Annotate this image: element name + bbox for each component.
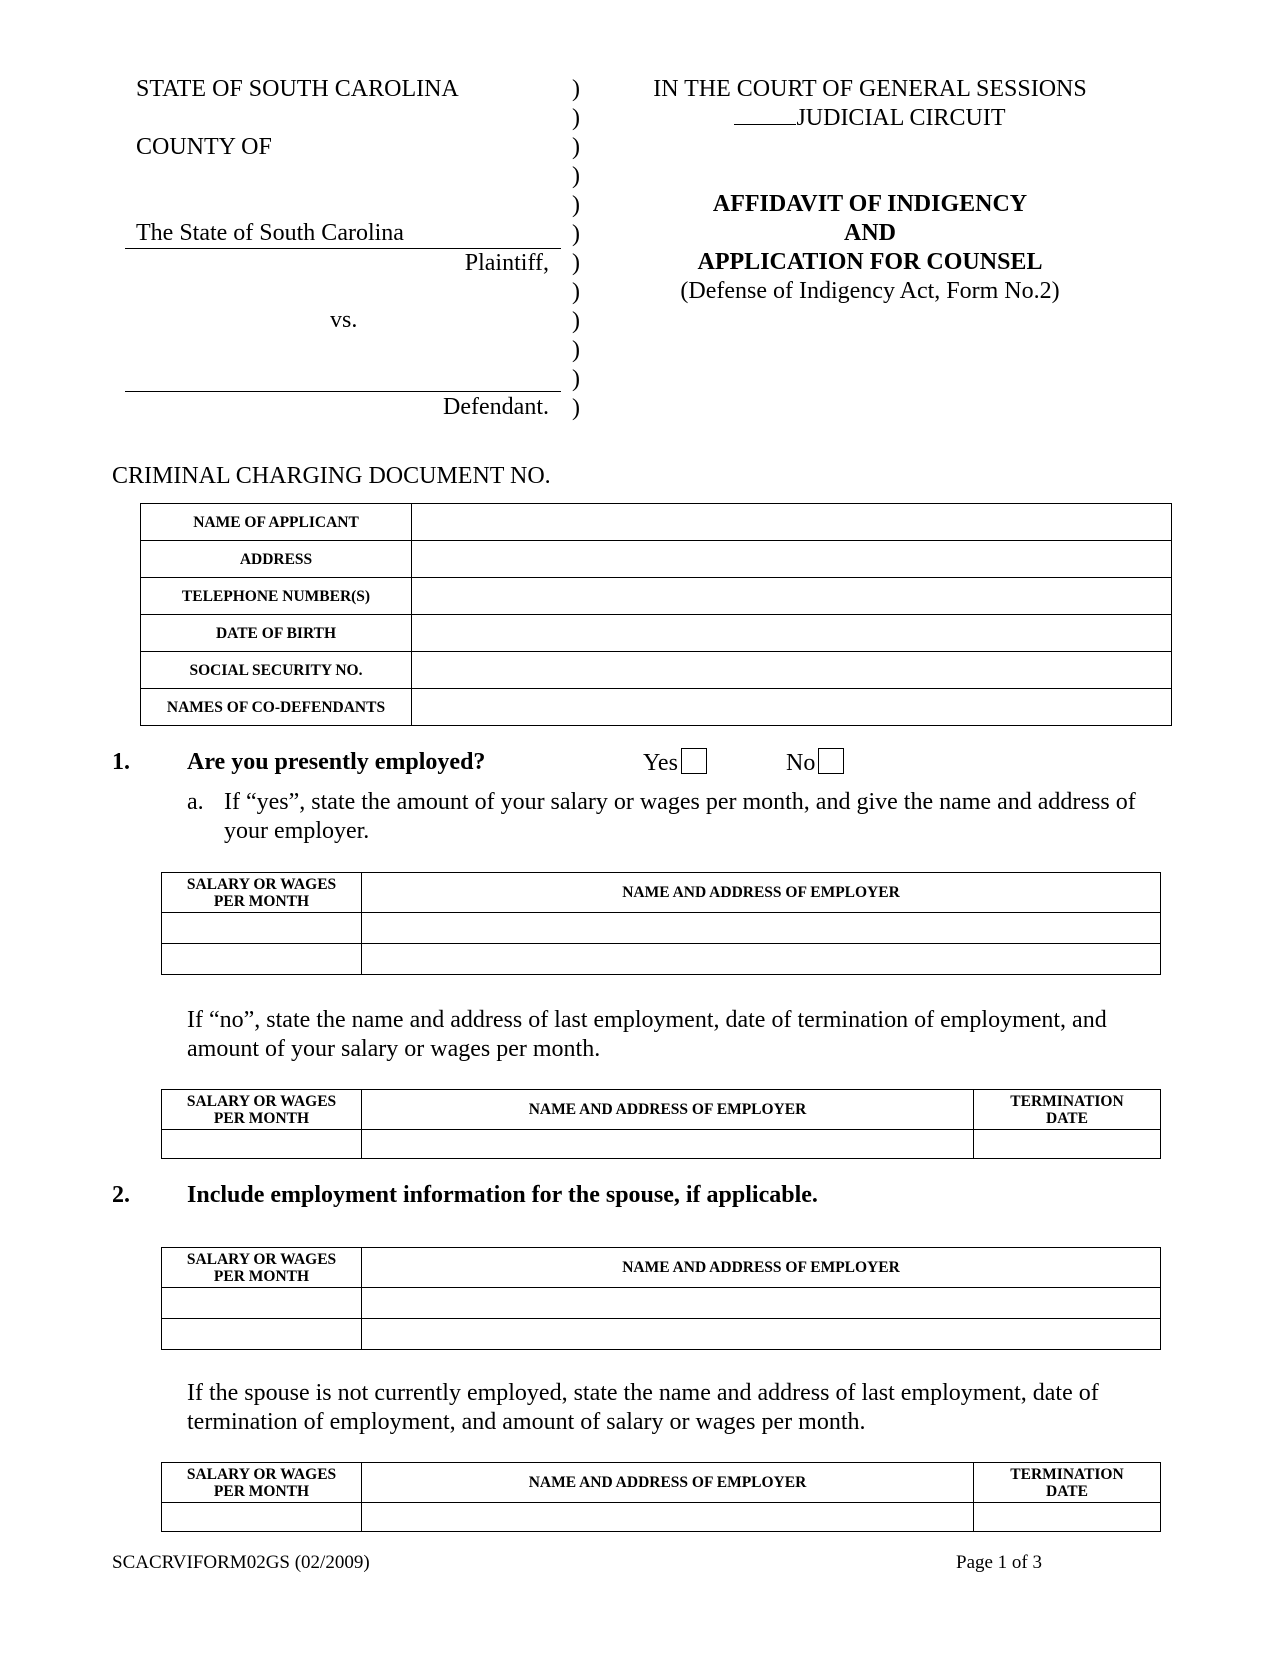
- employer-cell[interactable]: [362, 1319, 1161, 1350]
- salary-column-header: SALARY OR WAGES PER MONTH: [162, 1248, 362, 1288]
- applicant-info-table: [140, 503, 1172, 726]
- ssn-field[interactable]: [412, 652, 1172, 689]
- question-1-number: 1.: [112, 749, 130, 775]
- caption-paren: ): [572, 279, 580, 305]
- plaintiff-name: The State of South Carolina: [136, 220, 404, 246]
- defendant-name-line[interactable]: [125, 391, 561, 392]
- table-row: [141, 504, 1172, 541]
- table-row: [141, 578, 1172, 615]
- form-subtitle: (Defense of Indigency Act, Form No.2): [680, 278, 1060, 304]
- question-1-text: Are you presently employed?: [187, 749, 486, 775]
- form-id: SCACRVIFORM02GS (02/2009): [112, 1552, 370, 1573]
- plaintiff-label: Plaintiff,: [464, 250, 549, 276]
- county-label: COUNTY OF: [136, 134, 272, 160]
- charging-document-label: CRIMINAL CHARGING DOCUMENT NO.: [112, 463, 551, 489]
- court-name: IN THE COURT OF GENERAL SESSIONS: [653, 76, 1087, 102]
- employer-column-header: NAME AND ADDRESS OF EMPLOYER: [362, 1248, 1161, 1288]
- salary-cell[interactable]: [162, 1288, 362, 1319]
- question-2-number: 2.: [112, 1182, 130, 1208]
- table-header-row: [162, 1248, 1161, 1288]
- address-field[interactable]: [412, 541, 1172, 578]
- yes-label: Yes: [643, 750, 678, 776]
- salary-column-header: SALARY OR WAGES PER MONTH: [162, 1463, 362, 1503]
- spouse-last-employment-table: [161, 1462, 1161, 1532]
- table-row: [141, 615, 1172, 652]
- applicant-name-field[interactable]: [412, 504, 1172, 541]
- applicant-field-label: DATE OF BIRTH: [141, 615, 412, 652]
- salary-cell[interactable]: [162, 1503, 362, 1532]
- employer-column-header: NAME AND ADDRESS OF EMPLOYER: [362, 1090, 974, 1130]
- date-of-birth-field[interactable]: [412, 615, 1172, 652]
- caption-paren: ): [572, 395, 580, 421]
- form-title-line1: AFFIDAVIT OF INDIGENCY: [712, 191, 1028, 217]
- table-row: [141, 541, 1172, 578]
- salary-cell[interactable]: [162, 1130, 362, 1159]
- salary-cell[interactable]: [162, 913, 362, 944]
- form-title-line2: AND: [844, 220, 896, 246]
- co-defendants-field[interactable]: [412, 689, 1172, 726]
- table-header-row: [162, 1090, 1161, 1130]
- table-row: [141, 689, 1172, 726]
- table-header-row: [162, 873, 1161, 913]
- spouse-not-employed-text: If the spouse is not currently employed, state the name and address of last employment, date of termination of employment, and amount of salary or wages per month.: [187, 1380, 1099, 1435]
- question-2-text: Include employment information for the spouse, if applicable.: [187, 1182, 818, 1208]
- defendant-label: Defendant.: [443, 394, 549, 420]
- yes-option: [643, 748, 707, 778]
- judicial-circuit-label: JUDICIAL CIRCUIT: [796, 105, 1006, 131]
- no-checkbox[interactable]: [818, 748, 844, 774]
- page-number: Page 1 of 3: [956, 1552, 1043, 1573]
- no-label: No: [786, 750, 816, 776]
- applicant-field-label: ADDRESS: [141, 541, 412, 578]
- applicant-field-label: NAMES OF CO-DEFENDANTS: [141, 689, 412, 726]
- caption-paren: ): [572, 250, 580, 276]
- table-row: [141, 652, 1172, 689]
- applicant-field-label: NAME OF APPLICANT: [141, 504, 412, 541]
- caption-paren: ): [572, 221, 580, 247]
- caption-paren: ): [572, 76, 580, 102]
- table-row: [162, 913, 1161, 944]
- table-row: [162, 1130, 1161, 1159]
- caption-paren: ): [572, 134, 580, 160]
- spouse-employer-table: [161, 1247, 1161, 1350]
- employer-column-header: NAME AND ADDRESS OF EMPLOYER: [362, 873, 1161, 913]
- applicant-field-label: SOCIAL SECURITY NO.: [141, 652, 412, 689]
- form-title-line3: APPLICATION FOR COUNSEL: [697, 249, 1043, 275]
- employer-cell[interactable]: [362, 1503, 974, 1532]
- caption-paren: ): [572, 105, 580, 131]
- salary-column-header: SALARY OR WAGES PER MONTH: [162, 1090, 362, 1130]
- caption-paren: ): [572, 308, 580, 334]
- yes-checkbox[interactable]: [681, 748, 707, 774]
- salary-cell[interactable]: [162, 1319, 362, 1350]
- circuit-number-blank[interactable]: [734, 104, 796, 125]
- employer-cell[interactable]: [362, 913, 1161, 944]
- caption-paren: ): [572, 337, 580, 363]
- salary-cell[interactable]: [162, 944, 362, 975]
- termination-column-header: TERMINATION DATE: [974, 1090, 1161, 1130]
- table-row: [162, 1288, 1161, 1319]
- telephone-field[interactable]: [412, 578, 1172, 615]
- table-row: [162, 1319, 1161, 1350]
- last-employment-table: [161, 1089, 1161, 1159]
- question-1-no-text: If “no”, state the name and address of last employment, date of termination of employment, and amount of your salary or wages per month.: [187, 1007, 1107, 1062]
- employer-cell[interactable]: [362, 944, 1161, 975]
- table-row: [162, 1503, 1161, 1532]
- employer-cell[interactable]: [362, 1288, 1161, 1319]
- no-option: [786, 748, 844, 778]
- caption-paren: ): [572, 163, 580, 189]
- termination-date-cell[interactable]: [974, 1130, 1161, 1159]
- state-name: STATE OF SOUTH CAROLINA: [136, 76, 459, 102]
- table-header-row: [162, 1463, 1161, 1503]
- termination-column-header: TERMINATION DATE: [974, 1463, 1161, 1503]
- salary-column-header: SALARY OR WAGES PER MONTH: [162, 873, 362, 913]
- termination-date-cell[interactable]: [974, 1503, 1161, 1532]
- question-1a-marker: a.: [187, 789, 204, 815]
- applicant-field-label: TELEPHONE NUMBER(S): [141, 578, 412, 615]
- judicial-circuit-line: [620, 104, 1120, 133]
- table-row: [162, 944, 1161, 975]
- caption-paren: ): [572, 192, 580, 218]
- question-1a-text: If “yes”, state the amount of your salary or wages per month, and give the name and address of your employer.: [224, 789, 1136, 844]
- versus-label: vs.: [330, 307, 358, 333]
- caption-paren: ): [572, 366, 580, 392]
- employer-cell[interactable]: [362, 1130, 974, 1159]
- employer-table: [161, 872, 1161, 975]
- employer-column-header: NAME AND ADDRESS OF EMPLOYER: [362, 1463, 974, 1503]
